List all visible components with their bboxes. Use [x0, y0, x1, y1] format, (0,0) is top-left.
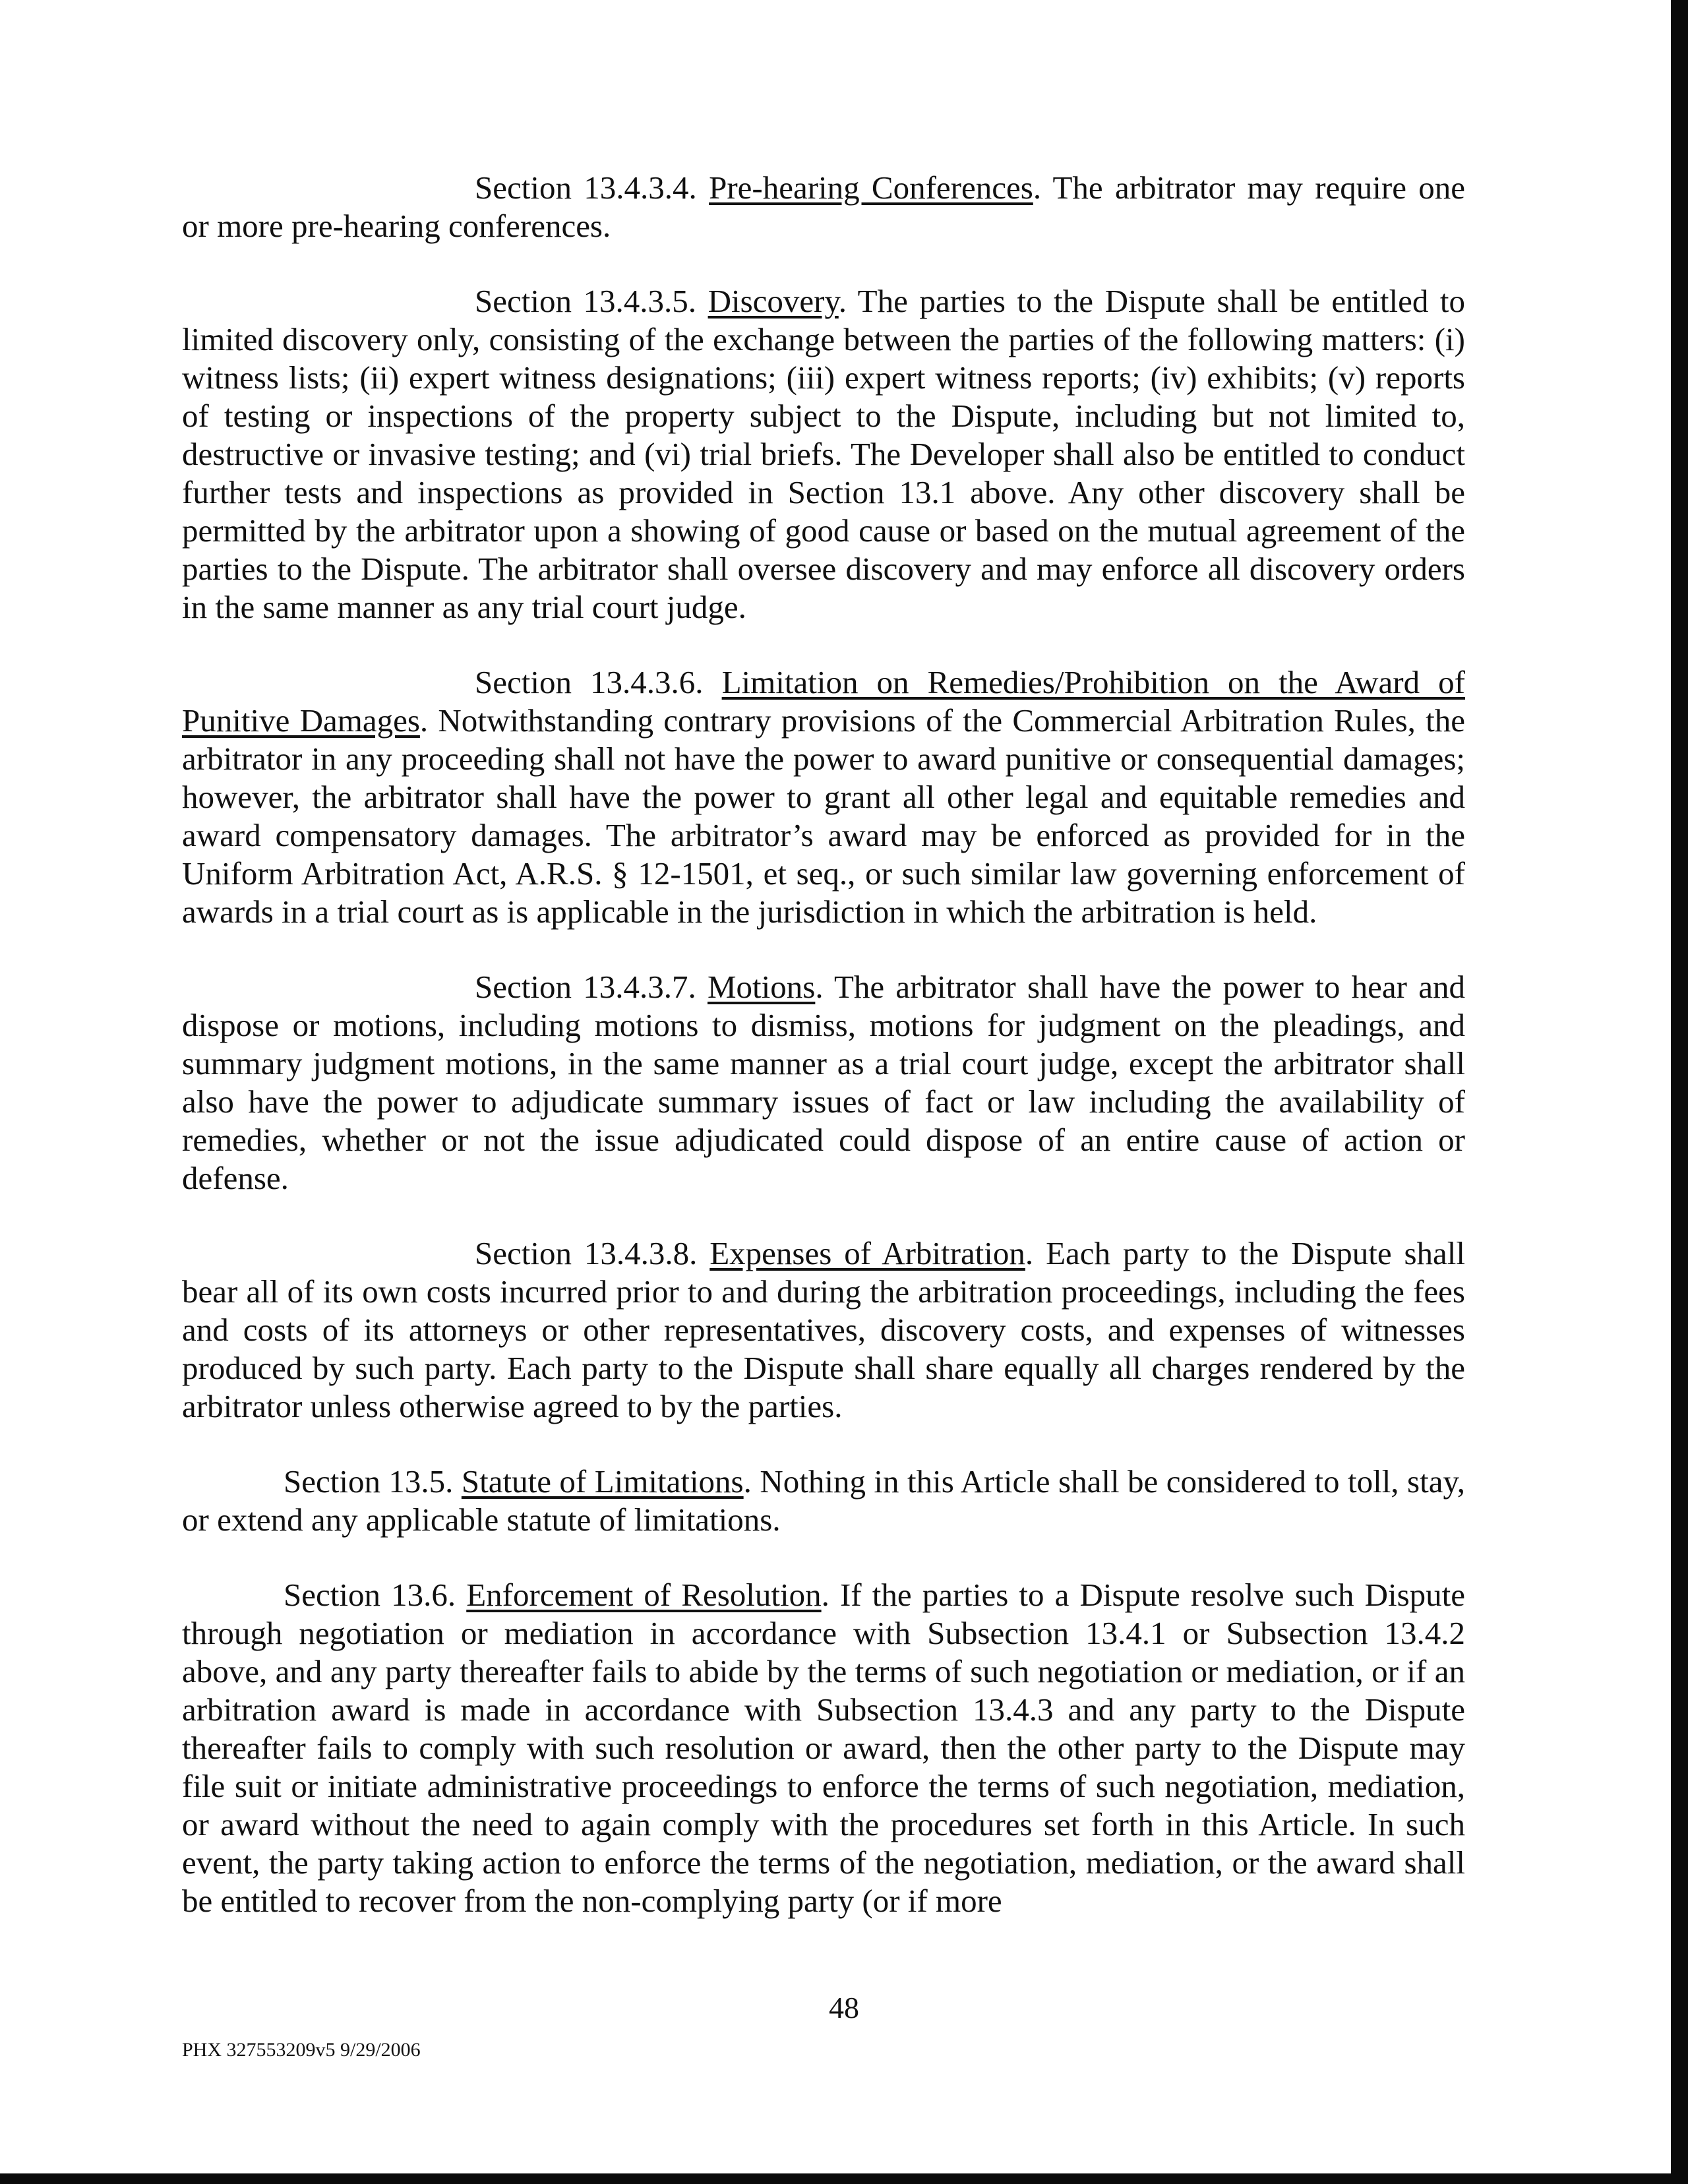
document-body [182, 169, 1465, 1957]
page-number: 48 [829, 1991, 859, 2024]
section-heading: Discovery [708, 283, 839, 319]
section-text: Nothing in this Article shall be considered to toll, stay, or extend any applicable statute of limitations. [182, 1463, 1466, 1538]
section-13-4-3-4-paragraph: Section 13.4.3.4. Pre-hearing Conferences. The arbitrator may require one or more pre-hearing conferences. [182, 169, 1466, 244]
section-label: Section 13.4.3.4. [475, 169, 697, 206]
section-label: Section 13.4.3.7. [475, 969, 696, 1005]
section-text: Notwithstanding contrary provisions of the Commercial Arbitration Rules, the arbitrator in any proceeding shall not have the power to award punitive or consequential damages; however, the arbitrator shall have the power to grant all other legal and equitable remedies and award compensatory damages. The arbitrator’s award may be enforced as provided for in the Uniform Arbitration Act, A.R.S. § 12-1501, et seq., or such similar law governing enforcement of awards in a trial court as is applicable in the jurisdiction in which the arbitration is held. [182, 702, 1466, 930]
section-text: Each party to the Dispute shall bear all of its own costs incurred prior to and during the arbitration proceedings, including the fees and costs of its attorneys or other representatives, discovery costs, and expenses of witnesses produced by such party. Each party to the Dispute shall share equally all charges rendered by the arbitrator unless otherwise agreed to by the parties. [182, 1235, 1466, 1424]
section-heading: Limitation on Remedies/Prohibition on the Award of Punitive Damages [182, 664, 1466, 739]
section-heading: Pre-hearing Conferences [709, 169, 1033, 206]
section-13-6-paragraph: Section 13.6. Enforcement of Resolution. If the parties to a Dispute resolve such Dispute through negotiation or mediation in accordance with Subsection 13.4.1 or Subsection 13.4.2 above, and any party thereafter fails to abide by the terms of such negotiation or mediation, or if an arbitration award is made in accordance with Subsection 13.4.3 and any party to the Dispute thereafter fails to comply with such resolution or award, then the other party to the Dispute may file suit or initiate administrative proceedings to enforce the terms of such negotiation, mediation, or award without the need to again comply with the procedures set forth in this Article. In such event, the party taking action to enforce the terms of the negotiation, mediation, or the award shall be entitled to recover from the non-complying party (or if more [182, 1577, 1465, 1919]
section-heading: Expenses of Arbitration [709, 1235, 1025, 1271]
section-label: Section 13.5. [284, 1463, 454, 1500]
section-13-4-3-7-paragraph: Section 13.4.3.7. Motions. The arbitrator shall have the power to hear and dispose or motions, including motions to dismiss, motions for judgment on the pleadings, and summary judgment motions, in the same manner as a trial court judge, except the arbitrator shall also have the power to adjudicate summary issues of fact or law including the availability of remedies, whether or not the issue adjudicated could dispose of an entire cause of action or defense. [182, 969, 1465, 1196]
scan-edge-right [1671, 0, 1688, 2184]
section-text: If the parties to a Dispute resolve such Dispute through negotiation or mediation in accordance with Subsection 13.4.1 or Subsection 13.4.2 above, and any party thereafter fails to abide by the terms of such negotiation or mediation, or if an arbitration award is made in accordance with Subsection 13.4.3 and any party to the Dispute thereafter fails to comply with such resolution or award, then the other party to the Dispute may file suit or initiate administrative proceedings to enforce the terms of such negotiation, mediation, or award without the need to again comply with the procedures set forth in this Article. In such event, the party taking action to enforce the terms of the negotiation, mediation, or the award shall be entitled to recover from the non-complying party (or if more [182, 1577, 1465, 1919]
section-13-5-paragraph: Section 13.5. Statute of Limitations. Nothing in this Article shall be considered to toll, stay, or extend any applicable statute of limitations. [182, 1463, 1466, 1538]
section-text: The parties to the Dispute shall be entitled to limited discovery only, consisting of the exchange between the parties of the following matters: (i) witness lists; (ii) expert witness designations; (iii) expert witness reports; (iv) exhibits; (v) reports of testing or inspections of the property subject to the Dispute, including but not limited to, destructive or invasive testing; and (vi) trial briefs. The Developer shall also be entitled to conduct further tests and inspections as provided in Section 13.1 above. Any other discovery shall be permitted by the arbitrator upon a showing of good cause or based on the mutual agreement of the parties to the Dispute. The arbitrator shall oversee discovery and may enforce all discovery orders in the same manner as any trial court judge. [182, 283, 1466, 625]
section-text: The arbitrator may require one or more pre-hearing conferences. [182, 169, 1466, 244]
scan-edge-bottom [0, 2173, 1688, 2184]
section-13-4-3-8-paragraph: Section 13.4.3.8. Expenses of Arbitration. Each party to the Dispute shall bear all of its own costs incurred prior to and during the arbitration proceedings, including the fees and costs of its attorneys or other representatives, discovery costs, and expenses of witnesses produced by such party. Each party to the Dispute shall share equally all charges rendered by the arbitrator unless otherwise agreed to by the parties. [182, 1235, 1466, 1424]
section-label: Section 13.6. [284, 1577, 456, 1613]
section-13-4-3-6-paragraph: Section 13.4.3.6. Limitation on Remedies/Prohibition on the Award of Punitive Damages. Notwithstanding contrary provisions of the Commercial Arbitration Rules, the arbitrator in any proceeding shall not have the power to award punitive or consequential damages; however, the arbitrator shall have the power to grant all other legal and equitable remedies and award compensatory damages. The arbitrator’s award may be enforced as provided for in the Uniform Arbitration Act, A.R.S. § 12-1501, et seq., or such similar law governing enforcement of awards in a trial court as is applicable in the jurisdiction in which the arbitration is held. [182, 664, 1466, 930]
section-label: Section 13.4.3.5. [475, 283, 697, 319]
section-13-4-3-5-paragraph: Section 13.4.3.5. Discovery. The parties to the Dispute shall be entitled to limited discovery only, consisting of the exchange between the parties of the following matters: (i) witness lists; (ii) expert witness designations; (iii) expert witness reports; (iv) exhibits; (v) reports of testing or inspections of the property subject to the Dispute, including but not limited to, destructive or invasive testing; and (vi) trial briefs. The Developer shall also be entitled to conduct further tests and inspections as provided in Section 13.1 above. Any other discovery shall be permitted by the arbitrator upon a showing of good cause or based on the mutual agreement of the parties to the Dispute. The arbitrator shall oversee discovery and may enforce all discovery orders in the same manner as any trial court judge. [182, 283, 1466, 625]
section-heading: Enforcement of Resolution [466, 1577, 822, 1613]
document-footer-code: PHX 327553209v5 9/29/2006 [182, 2039, 421, 2061]
section-heading: Statute of Limitations [461, 1463, 744, 1500]
section-label: Section 13.4.3.8. [475, 1235, 698, 1271]
section-text: The arbitrator shall have the power to hear and dispose or motions, including motions to dismiss, motions for judgment on the pleadings, and summary judgment motions, in the same manner as a trial court judge, except the arbitrator shall also have the power to adjudicate summary issues of fact or law including the availability of remedies, whether or not the issue adjudicated could dispose of an entire cause of action or defense. [182, 969, 1465, 1196]
section-label: Section 13.4.3.6. [475, 664, 704, 700]
section-heading: Motions [707, 969, 816, 1005]
